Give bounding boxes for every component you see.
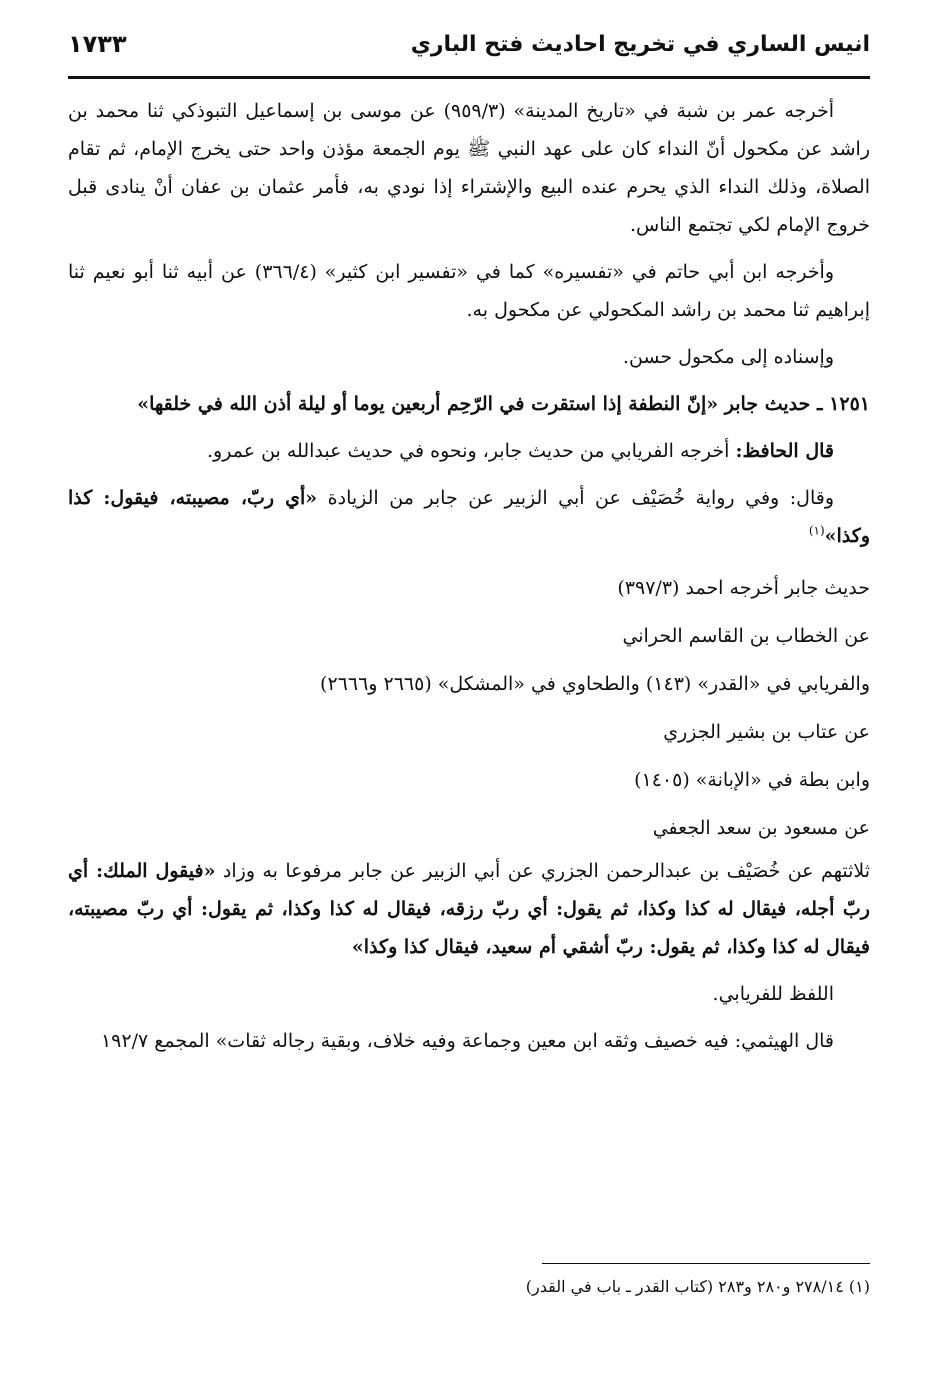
footnote (68, 1272, 870, 1302)
paragraph-thalathatuhum (68, 852, 870, 966)
hafiz-text: أخرجه الفريابي من حديث جابر، ونحوه في حديث عبدالله بن عمرو. (207, 440, 730, 462)
riwaya-quote: «أي ربّ، مصيبته، فيقول: كذا وكذا» (68, 487, 870, 547)
hadith-text: ـ حديث جابر «إنّ النطفة إذا استقرت في الرّحِم أربعين يوما أو ليلة أذن الله في خلقها» (137, 393, 823, 415)
book-title: انيس الساري في تخريج احاديث فتح الباري (410, 32, 870, 57)
paragraph-hafiz (68, 432, 870, 470)
paragraph-takhrij-omar: أخرجه عمر بن شبة في «تاريخ المدينة» (٩٥٩/٣) عن موسى بن إسماعيل التبوذكي ثنا محمد بن راشد عن مكحول أنّ النداء كان على عهد النبي ﷺ يوم الجمعة مؤذن واحد حتى يخرج الإمام، ثم تقام الصلاة، وذلك النداء الذي يحرم عنده البيع والإشتراء إذا نودي به، فأمر عثمان بن عفان أنْ ينادى قبل خروج الإمام لكي تجتمع الناس. (68, 100, 870, 236)
footnote-marker: (١) (848, 1277, 870, 1296)
paragraph-haythami (68, 1022, 870, 1060)
hadith-heading (68, 385, 870, 423)
footnote-rule (542, 1263, 870, 1264)
chain-line-attab: عن عتاب بن بشير الجزري (663, 721, 870, 743)
paragraph-takhrij-abi-hatim: وأخرجه ابن أبي حاتم في «تفسيره» كما في «تفسير ابن كثير» (٣٦٦/٤) عن أبيه ثنا أبو نعيم ثنا إبراهيم ثنا محمد بن راشد المكحولي عن مكحول به. (68, 261, 870, 321)
thalathatuhum-quote: «فيقول الملك: أي ربّ أجله، فيقال له كذا وكذا، ثم يقول: أي ربّ رزقه، فيقال له كذا وكذا، ثم يقول: أي ربّ مصيبته، فيقال له كذا وكذا، ثم يقول: ربّ أشقي أم سعيد، فيقال كذا وكذا» (68, 860, 870, 958)
footnote-text: ٢٧٨/١٤ و٢٨٠ و٢٨٣ (كتاب القدر ـ باب في القدر) (525, 1277, 844, 1296)
paragraph-lafz: اللفظ للفريابي. (712, 983, 834, 1005)
riwaya-text: وقال: وفي رواية خُصَيْف عن أبي الزبير عن جابر من الزيادة (327, 487, 834, 509)
hafiz-label: قال الحافظ: (735, 440, 834, 462)
header-rule (68, 76, 870, 79)
chain-line-masud: عن مسعود بن سعد الجعفي (652, 817, 870, 839)
haythami-reference: المجمع ١٩٢/٧ (100, 1030, 210, 1052)
hadith-number: ١٢٥١ (829, 393, 870, 415)
chain-line-ahmad: حديث جابر أخرجه احمد (٣٩٧/٣) (617, 577, 870, 599)
running-header (68, 28, 870, 68)
footnote-reference: (١) (808, 523, 825, 538)
chain-line-firyabi: والفريابي في «القدر» (١٤٣) والطحاوي في «المشكل» (٢٦٦٥ و٢٦٦٦) (320, 673, 870, 695)
page-body (68, 92, 870, 1069)
chain-line-ibn-batta: وابن بطة في «الإبانة» (١٤٠٥) (634, 769, 870, 791)
paragraph-isnad-grade: وإسناده إلى مكحول حسن. (622, 346, 834, 368)
page-number: ١٧٣٣ (68, 30, 127, 58)
thalathatuhum-text: ثلاثتهم عن خُصَيْف بن عبدالرحمن الجزري عن أبي الزبير عن جابر مرفوعا به وزاد (222, 860, 871, 882)
chain-line-khattab: عن الخطاب بن القاسم الحراني (622, 625, 870, 647)
paragraph-riwaya (68, 479, 870, 555)
haythami-text: قال الهيثمي: فيه خصيف وثقه ابن معين وجماعة وفيه خلاف، وبقية رجاله ثقات» (215, 1030, 834, 1052)
